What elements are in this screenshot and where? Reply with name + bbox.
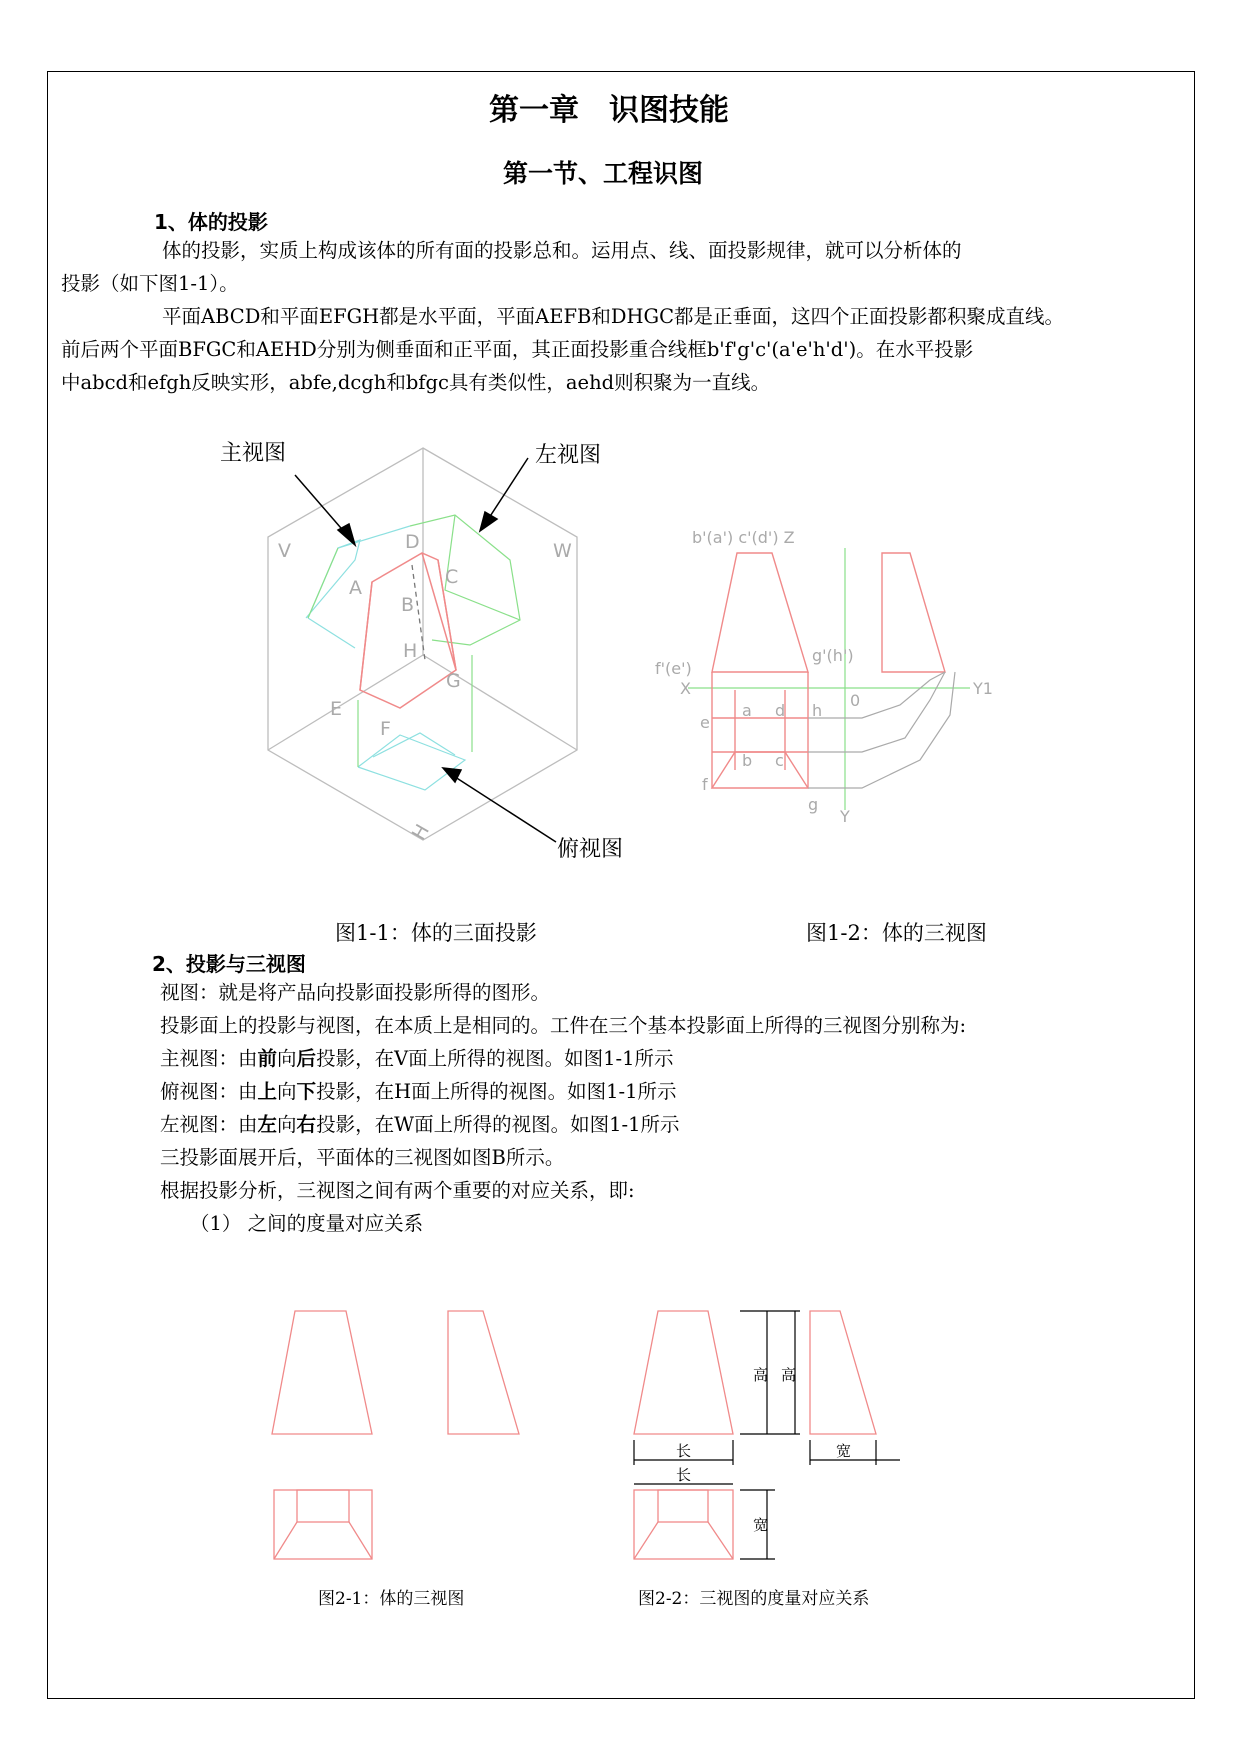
fig2-g2-label: g xyxy=(808,795,819,814)
fig2-h-label: h xyxy=(812,701,823,720)
fig2-d-label: d xyxy=(775,701,786,720)
caption-fig-1-2: 图1-2：体的三视图 xyxy=(806,921,987,945)
point-e-label: E xyxy=(330,698,343,720)
fig2-y-label: Y xyxy=(840,807,850,826)
s2-line5-m: 向 xyxy=(277,1113,297,1136)
point-h-label: H xyxy=(403,640,418,662)
chapter-title: 第一章 识图技能 xyxy=(489,93,729,128)
fig2-top-labels: b'(a') c'(d') Z xyxy=(692,528,795,547)
fig-2-1-views xyxy=(272,1311,519,1559)
s2-line3-a: 主视图：由 xyxy=(160,1047,258,1070)
s2-line5-a: 左视图：由 xyxy=(160,1113,258,1136)
s2-line5-z: 投影，在W面上所得的视图。如图1-1所示 xyxy=(316,1113,680,1136)
s1-line2: 投影（如下图1-1）。 xyxy=(61,272,239,295)
plane-h-label: H xyxy=(407,820,435,845)
s1-line3: 平面ABCD和平面EFGH都是水平面，平面AEFB和DHGC都是正垂面，这四个正面投影都积聚成直线。 xyxy=(162,305,1064,328)
dim-gao-2: 高 xyxy=(781,1366,797,1384)
point-g-label: G xyxy=(446,670,461,692)
fig2-o-label: 0 xyxy=(850,691,861,710)
point-f-label: F xyxy=(380,718,391,740)
s2-line4-a: 俯视图：由 xyxy=(160,1080,258,1103)
s2-line3-bold1: 前 xyxy=(257,1047,278,1070)
caption-fig-2-1: 图2-1：体的三视图 xyxy=(318,1589,465,1609)
fig2-g-label: g'(h') xyxy=(812,646,854,665)
s2-line3-z: 投影，在V面上所得的视图。如图1-1所示 xyxy=(316,1047,674,1070)
s2-line8: （1） 之间的度量对应关系 xyxy=(190,1212,424,1235)
s2-line4-bold2: 下 xyxy=(296,1080,317,1103)
fig2-a-label: a xyxy=(742,701,752,720)
fig2-c-label: c xyxy=(775,751,784,770)
s1-line4: 前后两个平面BFGC和AEHD分别为侧垂面和正平面，其正面投影重合线框b'f'g'c'(a'e'h'd')。在水平投影 xyxy=(61,338,974,361)
label-left-view: 左视图 xyxy=(535,443,602,468)
s1-line1: 体的投影，实质上构成该体的所有面的投影总和。运用点、线、面投影规律，就可以分析体的 xyxy=(162,239,962,262)
s2-line1: 视图：就是将产品向投影面投影所得的图形。 xyxy=(160,981,551,1004)
label-top-view: 俯视图 xyxy=(557,837,624,862)
s2-line2: 投影面上的投影与视图，在本质上是相同的。工件在三个基本投影面上所得的三视图分别称为: xyxy=(160,1014,967,1037)
caption-fig-1-1: 图1-1：体的三面投影 xyxy=(335,921,537,945)
dim-kuan-1: 宽 xyxy=(836,1442,852,1460)
fig2-f-label: f'(e') xyxy=(655,659,692,678)
caption-fig-2-2: 图2-2：三视图的度量对应关系 xyxy=(638,1589,870,1609)
s2-line4-m: 向 xyxy=(277,1080,297,1103)
dim-chang-1: 长 xyxy=(676,1442,692,1460)
fig2-x-label: X xyxy=(680,679,691,698)
s2-line5-bold2: 右 xyxy=(296,1113,317,1136)
point-b-label: B xyxy=(401,594,415,616)
fig2-y1-label: Y1 xyxy=(973,679,993,698)
dim-chang-2: 长 xyxy=(676,1466,692,1484)
label-main-view: 主视图 xyxy=(220,441,287,466)
s2-line5-bold1: 左 xyxy=(257,1113,278,1136)
s2-line3-bold2: 后 xyxy=(296,1047,317,1070)
s2-line4-z: 投影，在H面上所得的视图。如图1-1所示 xyxy=(316,1080,677,1103)
section-title: 第一节、工程识图 xyxy=(503,159,704,188)
fig2-f2-label: f xyxy=(702,775,708,794)
point-c-label: C xyxy=(445,566,459,588)
s1-line5: 中abcd和efgh反映实形，abfe,dcgh和bfgc具有类似性，aehd则积聚为一直线。 xyxy=(61,371,771,394)
fig2-e-label: e xyxy=(700,713,710,732)
s2-line7: 根据投影分析，三视图之间有两个重要的对应关系，即: xyxy=(160,1179,635,1202)
s1-heading: 1、体的投影 xyxy=(154,210,268,234)
fig2-b-label: b xyxy=(742,751,753,770)
s2-line3-m: 向 xyxy=(277,1047,297,1070)
point-a-label: A xyxy=(349,577,362,599)
point-d-label: D xyxy=(405,531,420,553)
dim-gao-1: 高 xyxy=(753,1366,769,1384)
s2-heading: 2、投影与三视图 xyxy=(152,952,306,976)
s2-line4-bold1: 上 xyxy=(257,1080,278,1103)
s2-line6: 三投影面展开后，平面体的三视图如图B所示。 xyxy=(160,1146,565,1169)
plane-w-label: W xyxy=(553,540,572,562)
dim-kuan-2: 宽 xyxy=(753,1516,769,1534)
plane-v-label: V xyxy=(278,540,291,562)
